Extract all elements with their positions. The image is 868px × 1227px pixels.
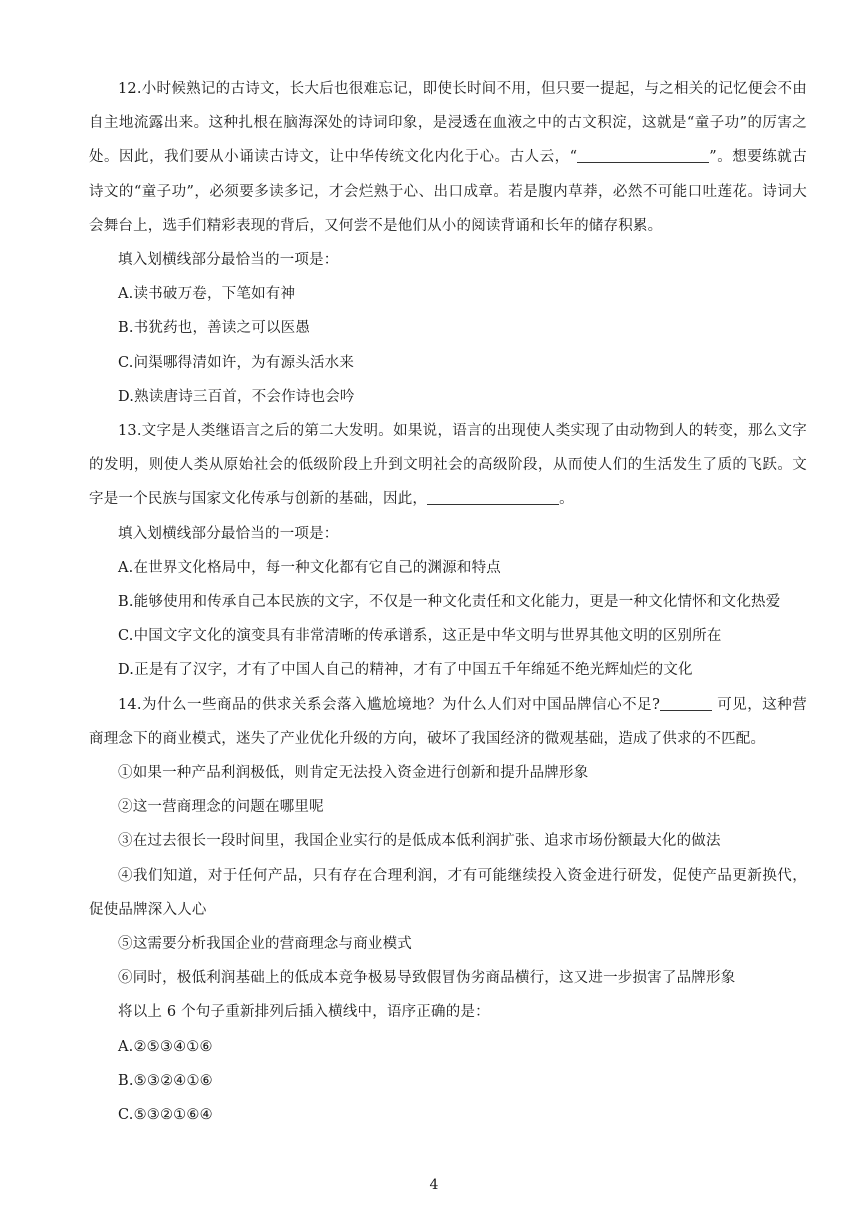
answer-blank [660,695,712,711]
question-14-sentence-3: ③在过去很长一段时间里，我国企业实行的是低成本低利润扩张、追求市场份额最大化的做法 [118,833,721,850]
answer-blank [427,490,559,506]
question-13-prompt: 填入划横线部分最恰当的一项是： [118,525,339,542]
question-14-sentence-4: ④我们知道，对于任何产品，只有存在合理利润，才有可能继续投入资金进行研发，促使产品更新换代，促使品牌深入人心 [89,867,807,918]
question-12-stem [89,72,807,243]
question-13-option-b: B.能够使用和传承自己本民族的文字，不仅是一种文化责任和文化能力，更是一种文化情怀和文化热爱 [118,594,781,611]
question-14-option-b: B.⑤③②④①⑥ [118,1072,213,1089]
question-14-sentence-2: ②这一营商理念的问题在哪里呢 [118,799,324,816]
page-number: 4 [429,1177,439,1193]
question-13-option-c: C.中国文字文化的演变具有非常清晰的传承谱系，这正是中华文明与世界其他文明的区别所在 [118,628,722,645]
question-12-prompt: 填入划横线部分最恰当的一项是： [118,252,339,269]
question-14-option-a: A.②⑤③④①⑥ [118,1038,213,1055]
question-13-option-d: D.正是有了汉字，才有了中国人自己的精神，才有了中国五千年绵延不绝光辉灿烂的文化 [118,662,693,679]
question-12-option-a: A.读书破万卷，下笔如有神 [118,286,296,303]
question-13-stem [89,414,807,517]
question-12-text-b: ”。想要练就古诗文的“童子功”，必须要多读多记，才会烂熟于心、出口成章。若是腹内草莽，必然不可能口吐莲花。诗词大会舞台上，选手们精彩表现的背后，又何尝不是他们从小的阅读背诵和长年的储存积累。 [89,149,807,234]
question-13-text-b: 。 [559,491,574,508]
question-13-text-a: 13.文字是人类继语言之后的第二大发明。如果说，语言的出现使人类实现了由动物到人的转变，那么文字的发明，则使人类从原始社会的低级阶段上升到文明社会的高级阶段，从而使人们的生活发生了质的飞跃。文字是一个民族与国家文化传承与创新的基础，因此， [89,423,807,508]
page-content [89,72,807,1132]
question-14-prompt: 将以上 6 个句子重新排列后插入横线中，语序正确的是： [118,1004,490,1021]
question-12-option-d: D.熟读唐诗三百首，不会作诗也会吟 [118,388,355,405]
question-12-text-a: 12.小时候熟记的古诗文，长大后也很难忘记，即使长时间不用，但只要一提起，与之相关的记忆便会不由自主地流露出来。这种扎根在脑海深处的诗词印象，是浸透在血液之中的古文积淀，这就是“童子功”的厉害之处。因此，我们要从小诵读古诗文，让中华传统文化内化于心。古人云，“ [89,81,807,166]
answer-blank [577,148,709,164]
question-14-text-b: 可见，这种营商理念下的商业模式，迷失了产业优化升级的方向，破坏了我国经济的微观基础，造成了供求的不匹配。 [89,696,808,747]
question-14-sentence-1: ①如果一种产品利润极低，则肯定无法投入资金进行创新和提升品牌形象 [118,765,589,782]
question-14-sentence-6: ⑥同时，极低利润基础上的低成本竞争极易导致假冒伪劣商品横行，这又进一步损害了品牌形象 [118,970,736,987]
question-14-text-a: 14.为什么一些商品的供求关系会落入尴尬境地？为什么人们对中国品牌信心不足? [118,696,661,713]
question-14-sentence-5: ⑤这需要分析我国企业的营商理念与商业模式 [118,936,412,953]
question-13-option-a: A.在世界文化格局中，每一种文化都有它自己的渊源和特点 [118,559,501,576]
question-12-option-c: C.问渠哪得清如许，为有源头活水来 [118,354,355,371]
question-14-option-c: C.⑤③②①⑥④ [118,1107,213,1124]
question-12-option-b: B.书犹药也，善读之可以医愚 [118,320,311,337]
question-14-stem [89,688,807,756]
